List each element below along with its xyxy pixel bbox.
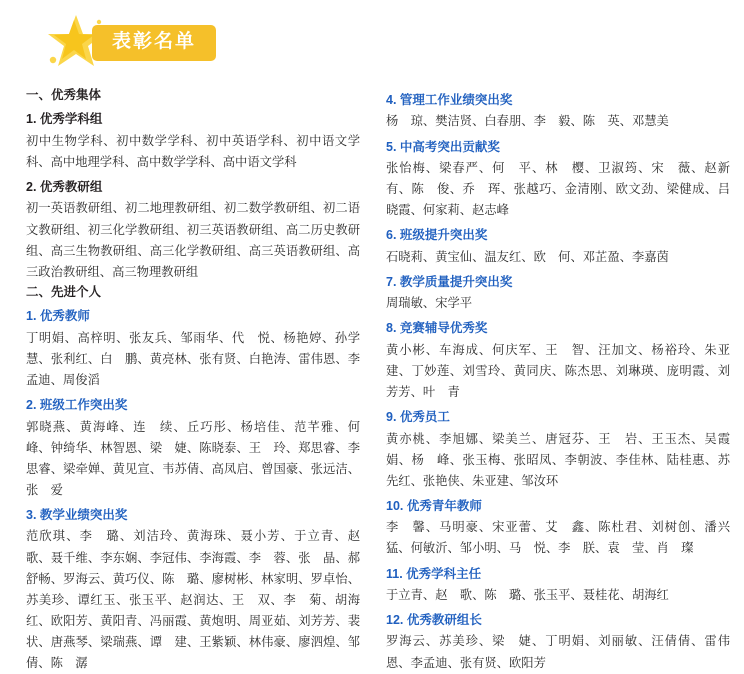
name-list: 初一英语教研组、初二地理教研组、初二数学教研组、初二语文教研组、初三化学教研组、初三英语教研组、高二历史教研组、高三生物教研组、高三化学教研组、高三英语教研组、高三政治教研组、高三物理教研组	[26, 201, 360, 279]
sub-heading: 1. 优秀教师	[26, 309, 90, 324]
block	[26, 396, 373, 501]
sub-heading: 4. 管理工作业绩突出奖	[386, 93, 513, 107]
block	[26, 283, 360, 391]
section-heading: 二、先进个人	[26, 284, 102, 299]
name-list: 张怡梅、梁春严、何 平、林 樱、卫淑筠、宋 薇、赵新有、陈 俊、乔 珲、张越巧、金清刚、欧文劲、梁健成、吕晓霞、何家莉、赵志峰	[386, 160, 730, 218]
block	[386, 138, 730, 222]
name-list: 黄小彬、车海成、何庆军、王 智、汪加文、杨裕玲、朱亚建、丁妙莲、刘雪玲、黄同庆、陈杰思、刘琳瑛、庞明霞、刘芳芳、叶 青	[386, 342, 730, 399]
name-list: 石晓莉、黄宝仙、温友红、欧 何、邓芷盈、李嘉茵	[386, 249, 669, 264]
name-list: 黄亦桃、李旭娜、梁美兰、唐冠芬、王 岩、王玉杰、吴霞娟、杨 峰、张玉梅、张昭凤、李朝波、李佳林、陆桂惠、苏先红、张艳侠、朱亚建、邹汝环	[386, 431, 730, 488]
name-list: 周瑞敏、宋学平	[386, 296, 473, 311]
block	[386, 91, 730, 133]
sub-heading: 11. 优秀学科主任	[386, 566, 482, 581]
section-heading: 一、优秀集体	[26, 88, 102, 102]
name-list: 郭晓燕、黄海峰、连 续、丘巧彤、杨培佳、范芊雅、何 峰、钟绮华、林智恩、梁 婕、陈晓泰、王 玲、郑思睿、李思睿、梁牵婵、黄见宣、韦苏倩、高凤启、曾国豪、张远洁、张 爱	[26, 419, 373, 497]
block	[26, 178, 360, 283]
name-list: 李 馨、马明豪、宋亚蕾、艾 鑫、陈杜君、刘树创、潘兴猛、何敏沂、邹小明、马 悦、李 朕、袁 莹、肖 璨	[386, 520, 730, 556]
block	[26, 506, 373, 674]
sub-heading: 12. 优秀教研组长	[386, 613, 482, 628]
left-column	[0, 86, 372, 674]
header-inner	[44, 14, 216, 72]
block	[386, 273, 730, 315]
sub-heading: 3. 教学业绩突出奖	[26, 508, 128, 523]
sub-heading: 2. 优秀教研组	[26, 180, 103, 195]
content-columns	[0, 86, 744, 674]
block	[386, 319, 730, 403]
sub-heading: 6. 班级提升突出奖	[386, 228, 488, 243]
name-list: 初中生物学科、初中数学学科、初中英语学科、初中语文学科、高中地理学科、高中数学学科、高中语文学科	[26, 133, 360, 169]
sub-heading: 10. 优秀青年教师	[386, 498, 482, 513]
sub-heading: 7. 教学质量提升突出奖	[386, 274, 513, 289]
name-list: 范欣琪、李 璐、刘洁玲、黄海珠、聂小芳、于立青、赵 歌、聂千维、李东娴、李冠伟、李海霞、李 蓉、张 晶、郝舒畅、罗海云、黄巧仪、陈 璐、廖树彬、林家明、罗卓怡、苏美珍、谭红玉、张玉平、赵润达、王 双、李 菊、胡海红、欧阳芳、黄阳青、冯丽霞、黄炮明、周亚茹、刘芳芳、裴 状、唐燕琴、梁瑞燕、谭 建、王紫颖、林伟豪、廖泗煌、邹 倩、陈 潺	[26, 529, 373, 671]
name-list: 于立青、赵 歌、陈 璐、张玉平、聂桂花、胡海红	[386, 587, 669, 602]
block	[386, 497, 730, 560]
sub-heading: 1. 优秀学科组	[26, 112, 103, 127]
name-list: 罗海云、苏美珍、梁 婕、丁明娟、刘丽敏、汪倩倩、雷伟恩、李孟迪、张有贤、欧阳芳	[386, 634, 730, 670]
page-title: 表彰名单	[92, 25, 216, 61]
sub-heading: 8. 竞赛辅导优秀奖	[386, 321, 488, 336]
document-header	[0, 0, 744, 78]
sub-heading: 5. 中高考突出贡献奖	[386, 139, 500, 154]
right-column	[372, 86, 744, 674]
sub-heading: 9. 优秀员工	[386, 410, 450, 425]
name-list: 杨 琼、樊洁贤、白春朋、李 毅、陈 英、邓慧美	[386, 114, 669, 129]
sub-heading: 2. 班级工作突出奖	[26, 398, 128, 413]
name-list: 丁明娟、高梓明、张友兵、邹雨华、代 悦、杨艳婷、孙学慧、张利红、白 鹏、黄亮林、张有贤、白艳涛、雷伟恩、李孟迪、周俊滔	[26, 330, 360, 387]
block	[26, 86, 360, 173]
block	[386, 408, 730, 492]
block	[386, 226, 730, 268]
block	[386, 565, 730, 607]
